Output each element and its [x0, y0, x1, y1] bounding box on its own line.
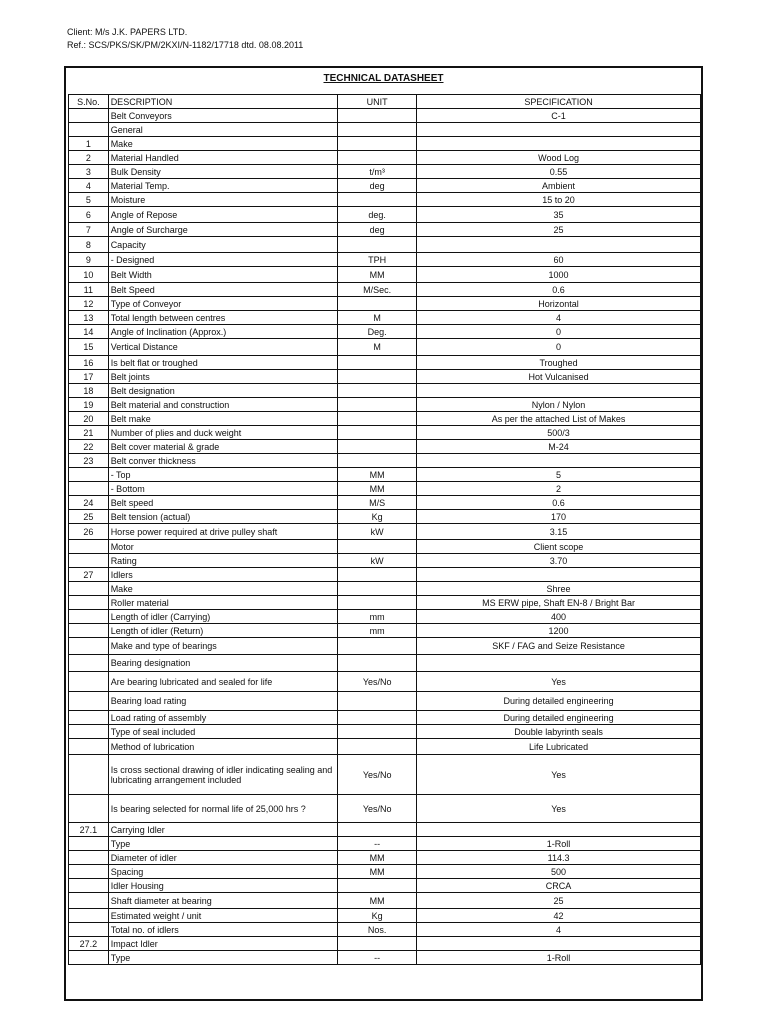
- cell-specification: SKF / FAG and Seize Resistance: [417, 638, 701, 655]
- table-row: [69, 297, 701, 311]
- reference-line: Ref.: SCS/PKS/SK/PM/2KXI/N-1182/17718 dtd. 08.08.2011: [67, 40, 304, 50]
- cell-specification: [417, 823, 701, 837]
- cell-description: Roller material: [108, 596, 338, 610]
- cell-unit: [338, 297, 417, 311]
- cell-specification: Ambient: [417, 179, 701, 193]
- cell-specification: 400: [417, 610, 701, 624]
- cell-specification: During detailed engineering: [417, 692, 701, 711]
- cell-description: Bearing load rating: [108, 692, 338, 711]
- cell-description: - Top: [108, 468, 338, 482]
- header-unit: UNIT: [338, 95, 417, 109]
- cell-sno: 23: [69, 454, 109, 468]
- cell-unit: M/S: [338, 496, 417, 510]
- cell-specification: Yes: [417, 795, 701, 823]
- datasheet-frame: [64, 66, 703, 1001]
- cell-description: Belt material and construction: [108, 398, 338, 412]
- cell-unit: Nos.: [338, 923, 417, 937]
- cell-description: Belt Width: [108, 267, 338, 283]
- cell-unit: deg: [338, 223, 417, 237]
- cell-sno: [69, 582, 109, 596]
- cell-unit: [338, 638, 417, 655]
- cell-description: Impact Idler: [108, 937, 338, 951]
- cell-description: Method of lubrication: [108, 739, 338, 755]
- cell-unit: [338, 739, 417, 755]
- cell-description: Belt Speed: [108, 283, 338, 297]
- cell-specification: [417, 123, 701, 137]
- table-row: [69, 193, 701, 207]
- cell-unit: TPH: [338, 253, 417, 267]
- table-row: [69, 893, 701, 909]
- cell-specification: C-1: [417, 109, 701, 123]
- table-row: [69, 739, 701, 755]
- cell-sno: [69, 540, 109, 554]
- cell-specification: 3.70: [417, 554, 701, 568]
- cell-specification: [417, 655, 701, 672]
- cell-sno: 7: [69, 223, 109, 237]
- cell-specification: 1000: [417, 267, 701, 283]
- cell-specification: M-24: [417, 440, 701, 454]
- cell-description: Spacing: [108, 865, 338, 879]
- cell-description: Capacity: [108, 237, 338, 253]
- cell-specification: During detailed engineering: [417, 711, 701, 725]
- cell-sno: [69, 468, 109, 482]
- cell-unit: [338, 454, 417, 468]
- table-row: [69, 440, 701, 454]
- table-row: [69, 454, 701, 468]
- cell-specification: [417, 568, 701, 582]
- cell-specification: Horizontal: [417, 297, 701, 311]
- cell-unit: [338, 879, 417, 893]
- table-row: [69, 672, 701, 692]
- datasheet-title: TECHNICAL DATASHEET: [323, 73, 444, 84]
- table-row: [69, 370, 701, 384]
- cell-specification: Yes: [417, 755, 701, 795]
- cell-description: Material Temp.: [108, 179, 338, 193]
- cell-sno: [69, 893, 109, 909]
- cell-unit: [338, 692, 417, 711]
- cell-specification: 3.15: [417, 524, 701, 540]
- cell-description: Shaft diameter at bearing: [108, 893, 338, 909]
- cell-specification: [417, 384, 701, 398]
- cell-description: Make: [108, 137, 338, 151]
- cell-description: Carrying Idler: [108, 823, 338, 837]
- cell-sno: [69, 482, 109, 496]
- cell-description: Idlers: [108, 568, 338, 582]
- table-row: [69, 795, 701, 823]
- cell-sno: 16: [69, 356, 109, 370]
- cell-unit: [338, 370, 417, 384]
- table-row: [69, 384, 701, 398]
- table-row: [69, 937, 701, 951]
- cell-sno: [69, 739, 109, 755]
- cell-specification: 0.55: [417, 165, 701, 179]
- table-row: [69, 624, 701, 638]
- table-row: [69, 496, 701, 510]
- cell-sno: [69, 725, 109, 739]
- cell-description: Is bearing selected for normal life of 25,000 hrs ?: [108, 795, 338, 823]
- cell-sno: [69, 655, 109, 672]
- cell-sno: [69, 951, 109, 965]
- table-row: [69, 151, 701, 165]
- cell-unit: Kg: [338, 909, 417, 923]
- table-row: [69, 923, 701, 937]
- table-row: [69, 253, 701, 267]
- cell-specification: 1-Roll: [417, 951, 701, 965]
- cell-unit: [338, 123, 417, 137]
- document-header: [67, 26, 303, 52]
- cell-sno: 21: [69, 426, 109, 440]
- cell-unit: M/Sec.: [338, 283, 417, 297]
- cell-specification: Double labyrinth seals: [417, 725, 701, 739]
- cell-specification: Life Lubricated: [417, 739, 701, 755]
- cell-specification: 114.3: [417, 851, 701, 865]
- cell-description: Load rating of assembly: [108, 711, 338, 725]
- cell-unit: [338, 384, 417, 398]
- cell-unit: MM: [338, 865, 417, 879]
- table-row: [69, 524, 701, 540]
- table-row: [69, 711, 701, 725]
- cell-unit: deg: [338, 179, 417, 193]
- cell-sno: [69, 692, 109, 711]
- cell-specification: 0: [417, 325, 701, 339]
- cell-sno: 27: [69, 568, 109, 582]
- table-row: [69, 755, 701, 795]
- cell-sno: 1: [69, 137, 109, 151]
- cell-specification: 0.6: [417, 496, 701, 510]
- cell-unit: kW: [338, 524, 417, 540]
- table-row: [69, 137, 701, 151]
- cell-unit: [338, 937, 417, 951]
- cell-specification: As per the attached List of Makes: [417, 412, 701, 426]
- cell-specification: 4: [417, 311, 701, 325]
- cell-unit: MM: [338, 482, 417, 496]
- cell-specification: 4: [417, 923, 701, 937]
- table-row: [69, 237, 701, 253]
- cell-unit: mm: [338, 624, 417, 638]
- cell-specification: 15 to 20: [417, 193, 701, 207]
- cell-sno: [69, 123, 109, 137]
- cell-specification: 60: [417, 253, 701, 267]
- cell-sno: 24: [69, 496, 109, 510]
- cell-specification: 35: [417, 207, 701, 223]
- table-row: [69, 283, 701, 297]
- table-row: [69, 638, 701, 655]
- cell-unit: M: [338, 339, 417, 356]
- cell-unit: Yes/No: [338, 755, 417, 795]
- cell-sno: 25: [69, 510, 109, 524]
- cell-unit: [338, 398, 417, 412]
- cell-sno: [69, 554, 109, 568]
- cell-description: Estimated weight / unit: [108, 909, 338, 923]
- cell-description: Type of seal included: [108, 725, 338, 739]
- table-row: [69, 823, 701, 837]
- cell-description: - Bottom: [108, 482, 338, 496]
- cell-sno: 15: [69, 339, 109, 356]
- cell-description: Belt tension (actual): [108, 510, 338, 524]
- cell-sno: [69, 624, 109, 638]
- cell-specification: 1200: [417, 624, 701, 638]
- cell-sno: [69, 755, 109, 795]
- cell-unit: Deg.: [338, 325, 417, 339]
- cell-sno: 9: [69, 253, 109, 267]
- cell-specification: Shree: [417, 582, 701, 596]
- cell-unit: --: [338, 837, 417, 851]
- cell-description: Type: [108, 837, 338, 851]
- table-row: [69, 582, 701, 596]
- cell-specification: 170: [417, 510, 701, 524]
- header-sno: S.No.: [69, 95, 109, 109]
- cell-description: Belt speed: [108, 496, 338, 510]
- table-header-row: [69, 95, 701, 109]
- cell-specification: 25: [417, 893, 701, 909]
- table-row: [69, 267, 701, 283]
- cell-unit: --: [338, 951, 417, 965]
- cell-description: Angle of Surcharge: [108, 223, 338, 237]
- cell-unit: kW: [338, 554, 417, 568]
- cell-description: Type: [108, 951, 338, 965]
- cell-specification: 500: [417, 865, 701, 879]
- table-row: [69, 179, 701, 193]
- table-row: [69, 412, 701, 426]
- table-row: [69, 655, 701, 672]
- cell-description: Make: [108, 582, 338, 596]
- cell-unit: deg.: [338, 207, 417, 223]
- cell-specification: 5: [417, 468, 701, 482]
- cell-description: Type of Conveyor: [108, 297, 338, 311]
- cell-specification: 0.6: [417, 283, 701, 297]
- cell-description: Total length between centres: [108, 311, 338, 325]
- cell-description: Make and type of bearings: [108, 638, 338, 655]
- cell-unit: [338, 568, 417, 582]
- cell-sno: [69, 865, 109, 879]
- table-row: [69, 223, 701, 237]
- cell-specification: CRCA: [417, 879, 701, 893]
- table-row: [69, 356, 701, 370]
- cell-sno: 4: [69, 179, 109, 193]
- cell-sno: 26: [69, 524, 109, 540]
- cell-description: General: [108, 123, 338, 137]
- cell-description: Idler Housing: [108, 879, 338, 893]
- cell-description: Length of idler (Carrying): [108, 610, 338, 624]
- table-row: [69, 165, 701, 179]
- table-row: [69, 482, 701, 496]
- cell-specification: Hot Vulcanised: [417, 370, 701, 384]
- cell-sno: [69, 711, 109, 725]
- cell-unit: [338, 711, 417, 725]
- cell-description: Angle of Repose: [108, 207, 338, 223]
- cell-unit: [338, 582, 417, 596]
- cell-specification: MS ERW pipe, Shaft EN-8 / Bright Bar: [417, 596, 701, 610]
- table-row: [69, 951, 701, 965]
- cell-description: Horse power required at drive pulley shaft: [108, 524, 338, 540]
- cell-unit: [338, 137, 417, 151]
- cell-sno: [69, 672, 109, 692]
- cell-sno: [69, 596, 109, 610]
- cell-sno: [69, 879, 109, 893]
- table-row: [69, 311, 701, 325]
- cell-specification: 0: [417, 339, 701, 356]
- header-specification: SPECIFICATION: [417, 95, 701, 109]
- cell-sno: 3: [69, 165, 109, 179]
- table-row: [69, 109, 701, 123]
- cell-unit: [338, 725, 417, 739]
- cell-unit: [338, 109, 417, 123]
- cell-unit: [338, 540, 417, 554]
- client-line: Client: M/s J.K. PAPERS LTD.: [67, 27, 188, 37]
- cell-description: Belt designation: [108, 384, 338, 398]
- cell-description: Rating: [108, 554, 338, 568]
- cell-unit: Yes/No: [338, 795, 417, 823]
- cell-sno: 22: [69, 440, 109, 454]
- cell-unit: [338, 426, 417, 440]
- table-row: [69, 540, 701, 554]
- cell-description: Belt conver thickness: [108, 454, 338, 468]
- header-description: DESCRIPTION: [108, 95, 338, 109]
- cell-unit: MM: [338, 893, 417, 909]
- cell-sno: 8: [69, 237, 109, 253]
- cell-description: Motor: [108, 540, 338, 554]
- cell-specification: Yes: [417, 672, 701, 692]
- table-row: [69, 325, 701, 339]
- cell-description: Number of plies and duck weight: [108, 426, 338, 440]
- cell-unit: [338, 193, 417, 207]
- datasheet-table: [68, 94, 701, 965]
- cell-sno: 12: [69, 297, 109, 311]
- cell-description: Moisture: [108, 193, 338, 207]
- cell-unit: [338, 237, 417, 253]
- cell-unit: [338, 823, 417, 837]
- table-row: [69, 339, 701, 356]
- table-row: [69, 510, 701, 524]
- cell-sno: [69, 851, 109, 865]
- cell-unit: [338, 655, 417, 672]
- cell-description: Is cross sectional drawing of idler indicating sealing and lubricating arrangement included: [108, 755, 338, 795]
- cell-description: Length of idler (Return): [108, 624, 338, 638]
- cell-unit: t/m³: [338, 165, 417, 179]
- cell-specification: 500/3: [417, 426, 701, 440]
- cell-specification: [417, 937, 701, 951]
- cell-unit: MM: [338, 851, 417, 865]
- cell-unit: MM: [338, 267, 417, 283]
- table-row: [69, 851, 701, 865]
- cell-sno: [69, 109, 109, 123]
- cell-sno: [69, 638, 109, 655]
- cell-sno: 2: [69, 151, 109, 165]
- table-row: [69, 879, 701, 893]
- cell-description: Diameter of idler: [108, 851, 338, 865]
- cell-description: Bulk Density: [108, 165, 338, 179]
- cell-sno: 5: [69, 193, 109, 207]
- cell-sno: 27.1: [69, 823, 109, 837]
- cell-description: Are bearing lubricated and sealed for life: [108, 672, 338, 692]
- cell-description: Belt Conveyors: [108, 109, 338, 123]
- cell-sno: 20: [69, 412, 109, 426]
- cell-specification: 1-Roll: [417, 837, 701, 851]
- cell-sno: 17: [69, 370, 109, 384]
- cell-description: Bearing designation: [108, 655, 338, 672]
- cell-description: Belt cover material & grade: [108, 440, 338, 454]
- cell-specification: Client scope: [417, 540, 701, 554]
- table-row: [69, 725, 701, 739]
- cell-sno: 14: [69, 325, 109, 339]
- table-row: [69, 865, 701, 879]
- cell-specification: Nylon / Nylon: [417, 398, 701, 412]
- cell-specification: [417, 237, 701, 253]
- cell-specification: [417, 454, 701, 468]
- table-row: [69, 398, 701, 412]
- table-row: [69, 568, 701, 582]
- cell-sno: [69, 837, 109, 851]
- cell-unit: mm: [338, 610, 417, 624]
- cell-sno: [69, 795, 109, 823]
- table-row: [69, 426, 701, 440]
- table-row: [69, 596, 701, 610]
- table-row: [69, 468, 701, 482]
- cell-unit: [338, 356, 417, 370]
- cell-specification: 25: [417, 223, 701, 237]
- table-row: [69, 909, 701, 923]
- table-row: [69, 837, 701, 851]
- cell-unit: MM: [338, 468, 417, 482]
- cell-sno: [69, 923, 109, 937]
- cell-unit: [338, 596, 417, 610]
- cell-unit: [338, 412, 417, 426]
- cell-sno: 18: [69, 384, 109, 398]
- cell-unit: Yes/No: [338, 672, 417, 692]
- cell-specification: Troughed: [417, 356, 701, 370]
- cell-sno: 19: [69, 398, 109, 412]
- table-row: [69, 692, 701, 711]
- cell-specification: Wood Log: [417, 151, 701, 165]
- cell-specification: [417, 137, 701, 151]
- cell-unit: Kg: [338, 510, 417, 524]
- cell-sno: 6: [69, 207, 109, 223]
- cell-specification: 42: [417, 909, 701, 923]
- cell-unit: [338, 440, 417, 454]
- cell-unit: M: [338, 311, 417, 325]
- cell-unit: [338, 151, 417, 165]
- table-row: [69, 610, 701, 624]
- cell-sno: [69, 909, 109, 923]
- cell-description: Material Handled: [108, 151, 338, 165]
- cell-description: Belt make: [108, 412, 338, 426]
- cell-sno: [69, 610, 109, 624]
- table-row: [69, 123, 701, 137]
- table-row: [69, 207, 701, 223]
- cell-sno: 27.2: [69, 937, 109, 951]
- cell-description: Angle of Inclination (Approx.): [108, 325, 338, 339]
- cell-description: Vertical Distance: [108, 339, 338, 356]
- cell-description: Total no. of idlers: [108, 923, 338, 937]
- cell-sno: 10: [69, 267, 109, 283]
- cell-specification: 2: [417, 482, 701, 496]
- cell-description: Belt joints: [108, 370, 338, 384]
- cell-description: - Designed: [108, 253, 338, 267]
- cell-sno: 11: [69, 283, 109, 297]
- cell-description: Is belt flat or troughed: [108, 356, 338, 370]
- cell-sno: 13: [69, 311, 109, 325]
- table-row: [69, 554, 701, 568]
